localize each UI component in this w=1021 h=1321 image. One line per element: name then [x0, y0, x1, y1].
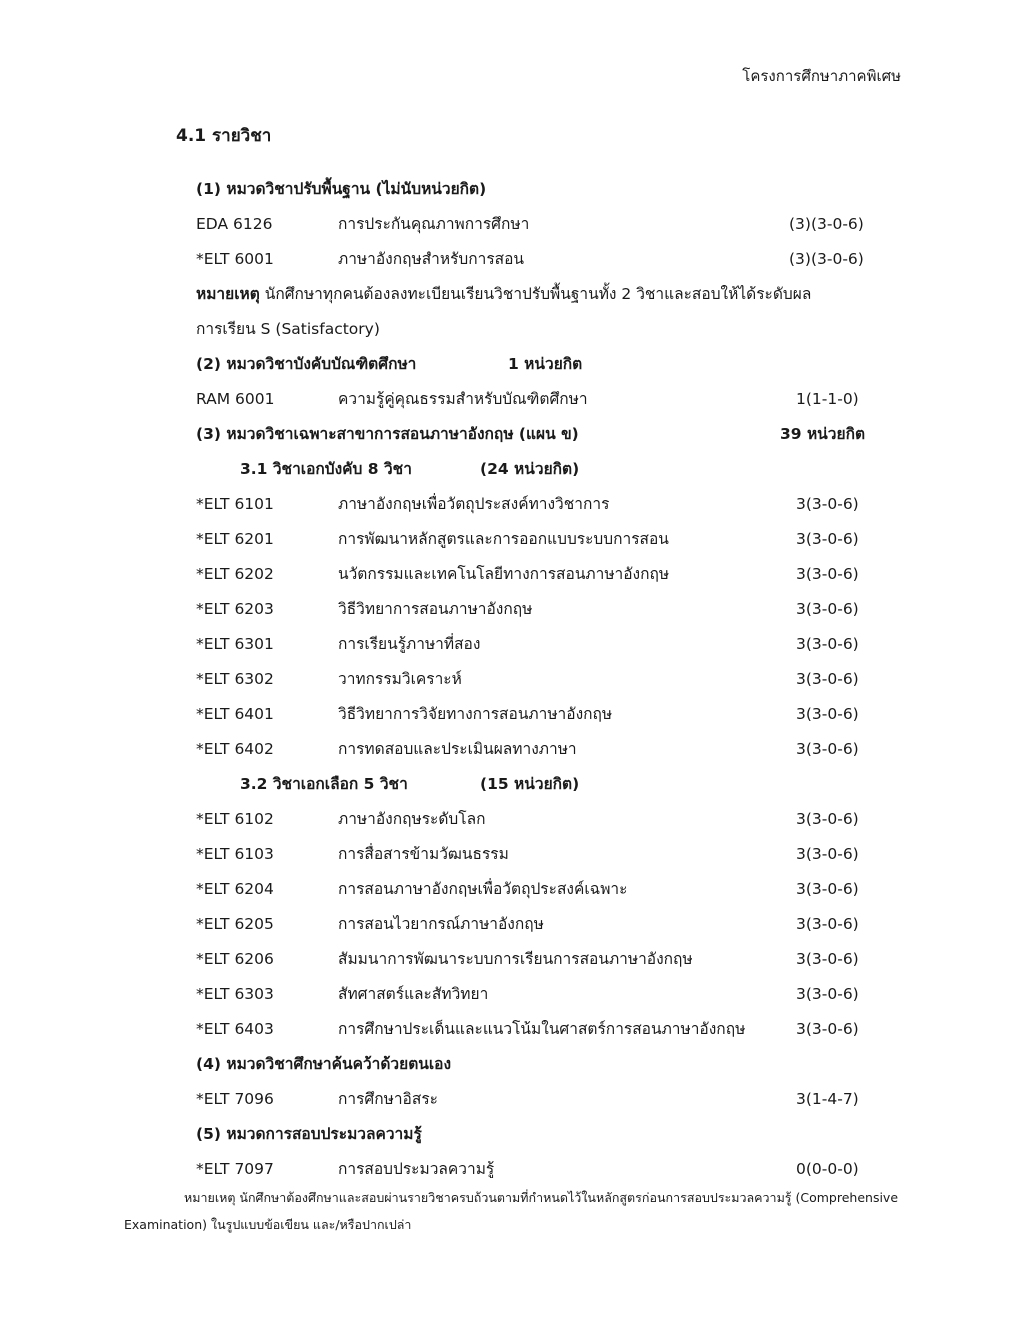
course-code: *ELT 7097 — [196, 1160, 274, 1178]
course-row — [196, 732, 896, 767]
group4-heading — [196, 1047, 896, 1082]
course-row — [196, 837, 896, 872]
course-row — [196, 1012, 896, 1047]
group1-heading — [196, 172, 896, 207]
course-code: *ELT 6204 — [196, 880, 274, 898]
course-name: การพัฒนาหลักสูตรและการออกแบบระบบการสอน — [338, 530, 669, 548]
course-credit: 3(3-0-6) — [796, 565, 859, 583]
sub2-title: 3.2 วิชาเอกเลือก 5 วิชา — [240, 775, 408, 793]
course-code: *ELT 7096 — [196, 1090, 274, 1108]
course-name: วิธีวิทยาการสอนภาษาอังกฤษ — [338, 600, 533, 618]
course-code: *ELT 6303 — [196, 985, 274, 1003]
course-row — [196, 697, 896, 732]
course-row — [196, 802, 896, 837]
group3-title: (3) หมวดวิชาเฉพาะสาขาการสอนภาษาอังกฤษ (แผน ข) — [196, 425, 579, 443]
course-credit: (3)(3-0-6) — [789, 215, 864, 233]
course-name: การศึกษาอิสระ — [338, 1090, 438, 1108]
course-row — [196, 242, 896, 277]
course-name: การทดสอบและประเมินผลทางภาษา — [338, 740, 577, 758]
course-list — [196, 172, 896, 1187]
group3-heading — [196, 417, 896, 452]
group1-note — [196, 277, 896, 347]
course-credit: 3(3-0-6) — [796, 915, 859, 933]
course-code: *ELT 6205 — [196, 915, 274, 933]
course-credit: (3)(3-0-6) — [789, 250, 864, 268]
course-credit: 3(3-0-6) — [796, 635, 859, 653]
course-code: *ELT 6206 — [196, 950, 274, 968]
course-name: สัทศาสตร์และสัทวิทยา — [338, 985, 489, 1003]
course-code: *ELT 6301 — [196, 635, 274, 653]
sub2-heading — [196, 767, 896, 802]
course-row — [196, 207, 896, 242]
course-row — [196, 1082, 896, 1117]
course-name: ภาษาอังกฤษระดับโลก — [338, 810, 486, 828]
course-name: วิธีวิทยาการวิจัยทางการสอนภาษาอังกฤษ — [338, 705, 613, 723]
group2-credit: 1 หน่วยกิต — [508, 355, 583, 373]
course-row — [196, 1152, 896, 1187]
course-row — [196, 907, 896, 942]
course-code: *ELT 6403 — [196, 1020, 274, 1038]
section-title: 4.1 รายวิชา — [176, 126, 272, 146]
course-row — [196, 522, 896, 557]
course-name: การเรียนรู้ภาษาที่สอง — [338, 635, 481, 653]
course-row — [196, 487, 896, 522]
group1-title: (1) หมวดวิชาปรับพื้นฐาน (ไม่นับหน่วยกิต) — [196, 180, 487, 198]
course-row — [196, 382, 896, 417]
course-name: วาทกรรมวิเคราะห์ — [338, 670, 462, 688]
course-name: การสอนภาษาอังกฤษเพื่อวัตถุประสงค์เฉพาะ — [338, 880, 628, 898]
course-name: การสอบประมวลความรู้ — [338, 1160, 495, 1178]
course-code: *ELT 6401 — [196, 705, 274, 723]
note-line1: นักศึกษาทุกคนต้องลงทะเบียนเรียนวิชาปรับพื้นฐานทั้ง 2 วิชาและสอบให้ได้ระดับผล — [259, 285, 812, 303]
course-name: ความรู้คู่คุณธรรมสำหรับบัณฑิตศึกษา — [338, 390, 588, 408]
course-row — [196, 977, 896, 1012]
course-credit: 3(3-0-6) — [796, 880, 859, 898]
course-name: การประกันคุณภาพการศึกษา — [338, 215, 530, 233]
course-name: ภาษาอังกฤษเพื่อวัตถุประสงค์ทางวิชาการ — [338, 495, 610, 513]
course-credit: 3(3-0-6) — [796, 705, 859, 723]
group2-title: (2) หมวดวิชาบังคับบัณฑิตศึกษา — [196, 355, 417, 373]
course-row — [196, 557, 896, 592]
course-name: การสื่อสารข้ามวัฒนธรรม — [338, 845, 509, 863]
group5-title: (5) หมวดการสอบประมวลความรู้ — [196, 1125, 422, 1143]
course-code: *ELT 6102 — [196, 810, 274, 828]
course-name: การศึกษาประเด็นและแนวโน้มในศาสตร์การสอนภาษาอังกฤษ — [338, 1020, 746, 1038]
course-credit: 3(3-0-6) — [796, 495, 859, 513]
note-label: หมายเหตุ — [196, 285, 260, 303]
course-code: RAM 6001 — [196, 390, 275, 408]
course-credit: 3(3-0-6) — [796, 530, 859, 548]
course-row — [196, 942, 896, 977]
course-code: *ELT 6302 — [196, 670, 274, 688]
course-code: *ELT 6101 — [196, 495, 274, 513]
sub1-credit: (24 หน่วยกิต) — [480, 460, 580, 478]
note-line2: การเรียน S (Satisfactory) — [196, 320, 380, 338]
course-code: *ELT 6201 — [196, 530, 274, 548]
course-row — [196, 872, 896, 907]
course-name: ภาษาอังกฤษสำหรับการสอน — [338, 250, 525, 268]
sub1-heading — [196, 452, 896, 487]
course-credit: 0(0-0-0) — [796, 1160, 859, 1178]
course-name: สัมมนาการพัฒนาระบบการเรียนการสอนภาษาอังกฤษ — [338, 950, 693, 968]
group5-heading — [196, 1117, 896, 1152]
course-credit: 3(1-4-7) — [796, 1090, 859, 1108]
sub2-credit: (15 หน่วยกิต) — [480, 775, 580, 793]
page-header: โครงการศึกษาภาคพิเศษ — [742, 67, 901, 85]
course-credit: 1(1-1-0) — [796, 390, 859, 408]
course-credit: 3(3-0-6) — [796, 740, 859, 758]
course-code: *ELT 6402 — [196, 740, 274, 758]
course-row — [196, 662, 896, 697]
group4-title: (4) หมวดวิชาศึกษาค้นคว้าด้วยตนเอง — [196, 1055, 452, 1073]
course-code: EDA 6126 — [196, 215, 273, 233]
course-code: *ELT 6203 — [196, 600, 274, 618]
course-credit: 3(3-0-6) — [796, 600, 859, 618]
footer-note: หมายเหตุ นักศึกษาต้องศึกษาและสอบผ่านรายวิชาครบถ้วนตามที่กำหนดไว้ในหลักสูตรก่อนการสอบประมวลความรู้ (Comprehensive Examination) ในรูปแบบข้อเขียน และ/หรือปากเปล่า — [124, 1190, 899, 1232]
course-credit: 3(3-0-6) — [796, 845, 859, 863]
course-row — [196, 592, 896, 627]
course-name: การสอนไวยากรณ์ภาษาอังกฤษ — [338, 915, 544, 933]
course-credit: 3(3-0-6) — [796, 810, 859, 828]
sub1-title: 3.1 วิชาเอกบังคับ 8 วิชา — [240, 460, 412, 478]
course-credit: 3(3-0-6) — [796, 985, 859, 1003]
course-code: *ELT 6202 — [196, 565, 274, 583]
course-code: *ELT 6103 — [196, 845, 274, 863]
course-code: *ELT 6001 — [196, 250, 274, 268]
group2-heading — [196, 347, 896, 382]
course-name: นวัตกรรมและเทคโนโลยีทางการสอนภาษาอังกฤษ — [338, 565, 670, 583]
course-credit: 3(3-0-6) — [796, 950, 859, 968]
course-credit: 3(3-0-6) — [796, 670, 859, 688]
course-row — [196, 627, 896, 662]
course-credit: 3(3-0-6) — [796, 1020, 859, 1038]
group3-credit: 39 หน่วยกิต — [780, 425, 866, 443]
